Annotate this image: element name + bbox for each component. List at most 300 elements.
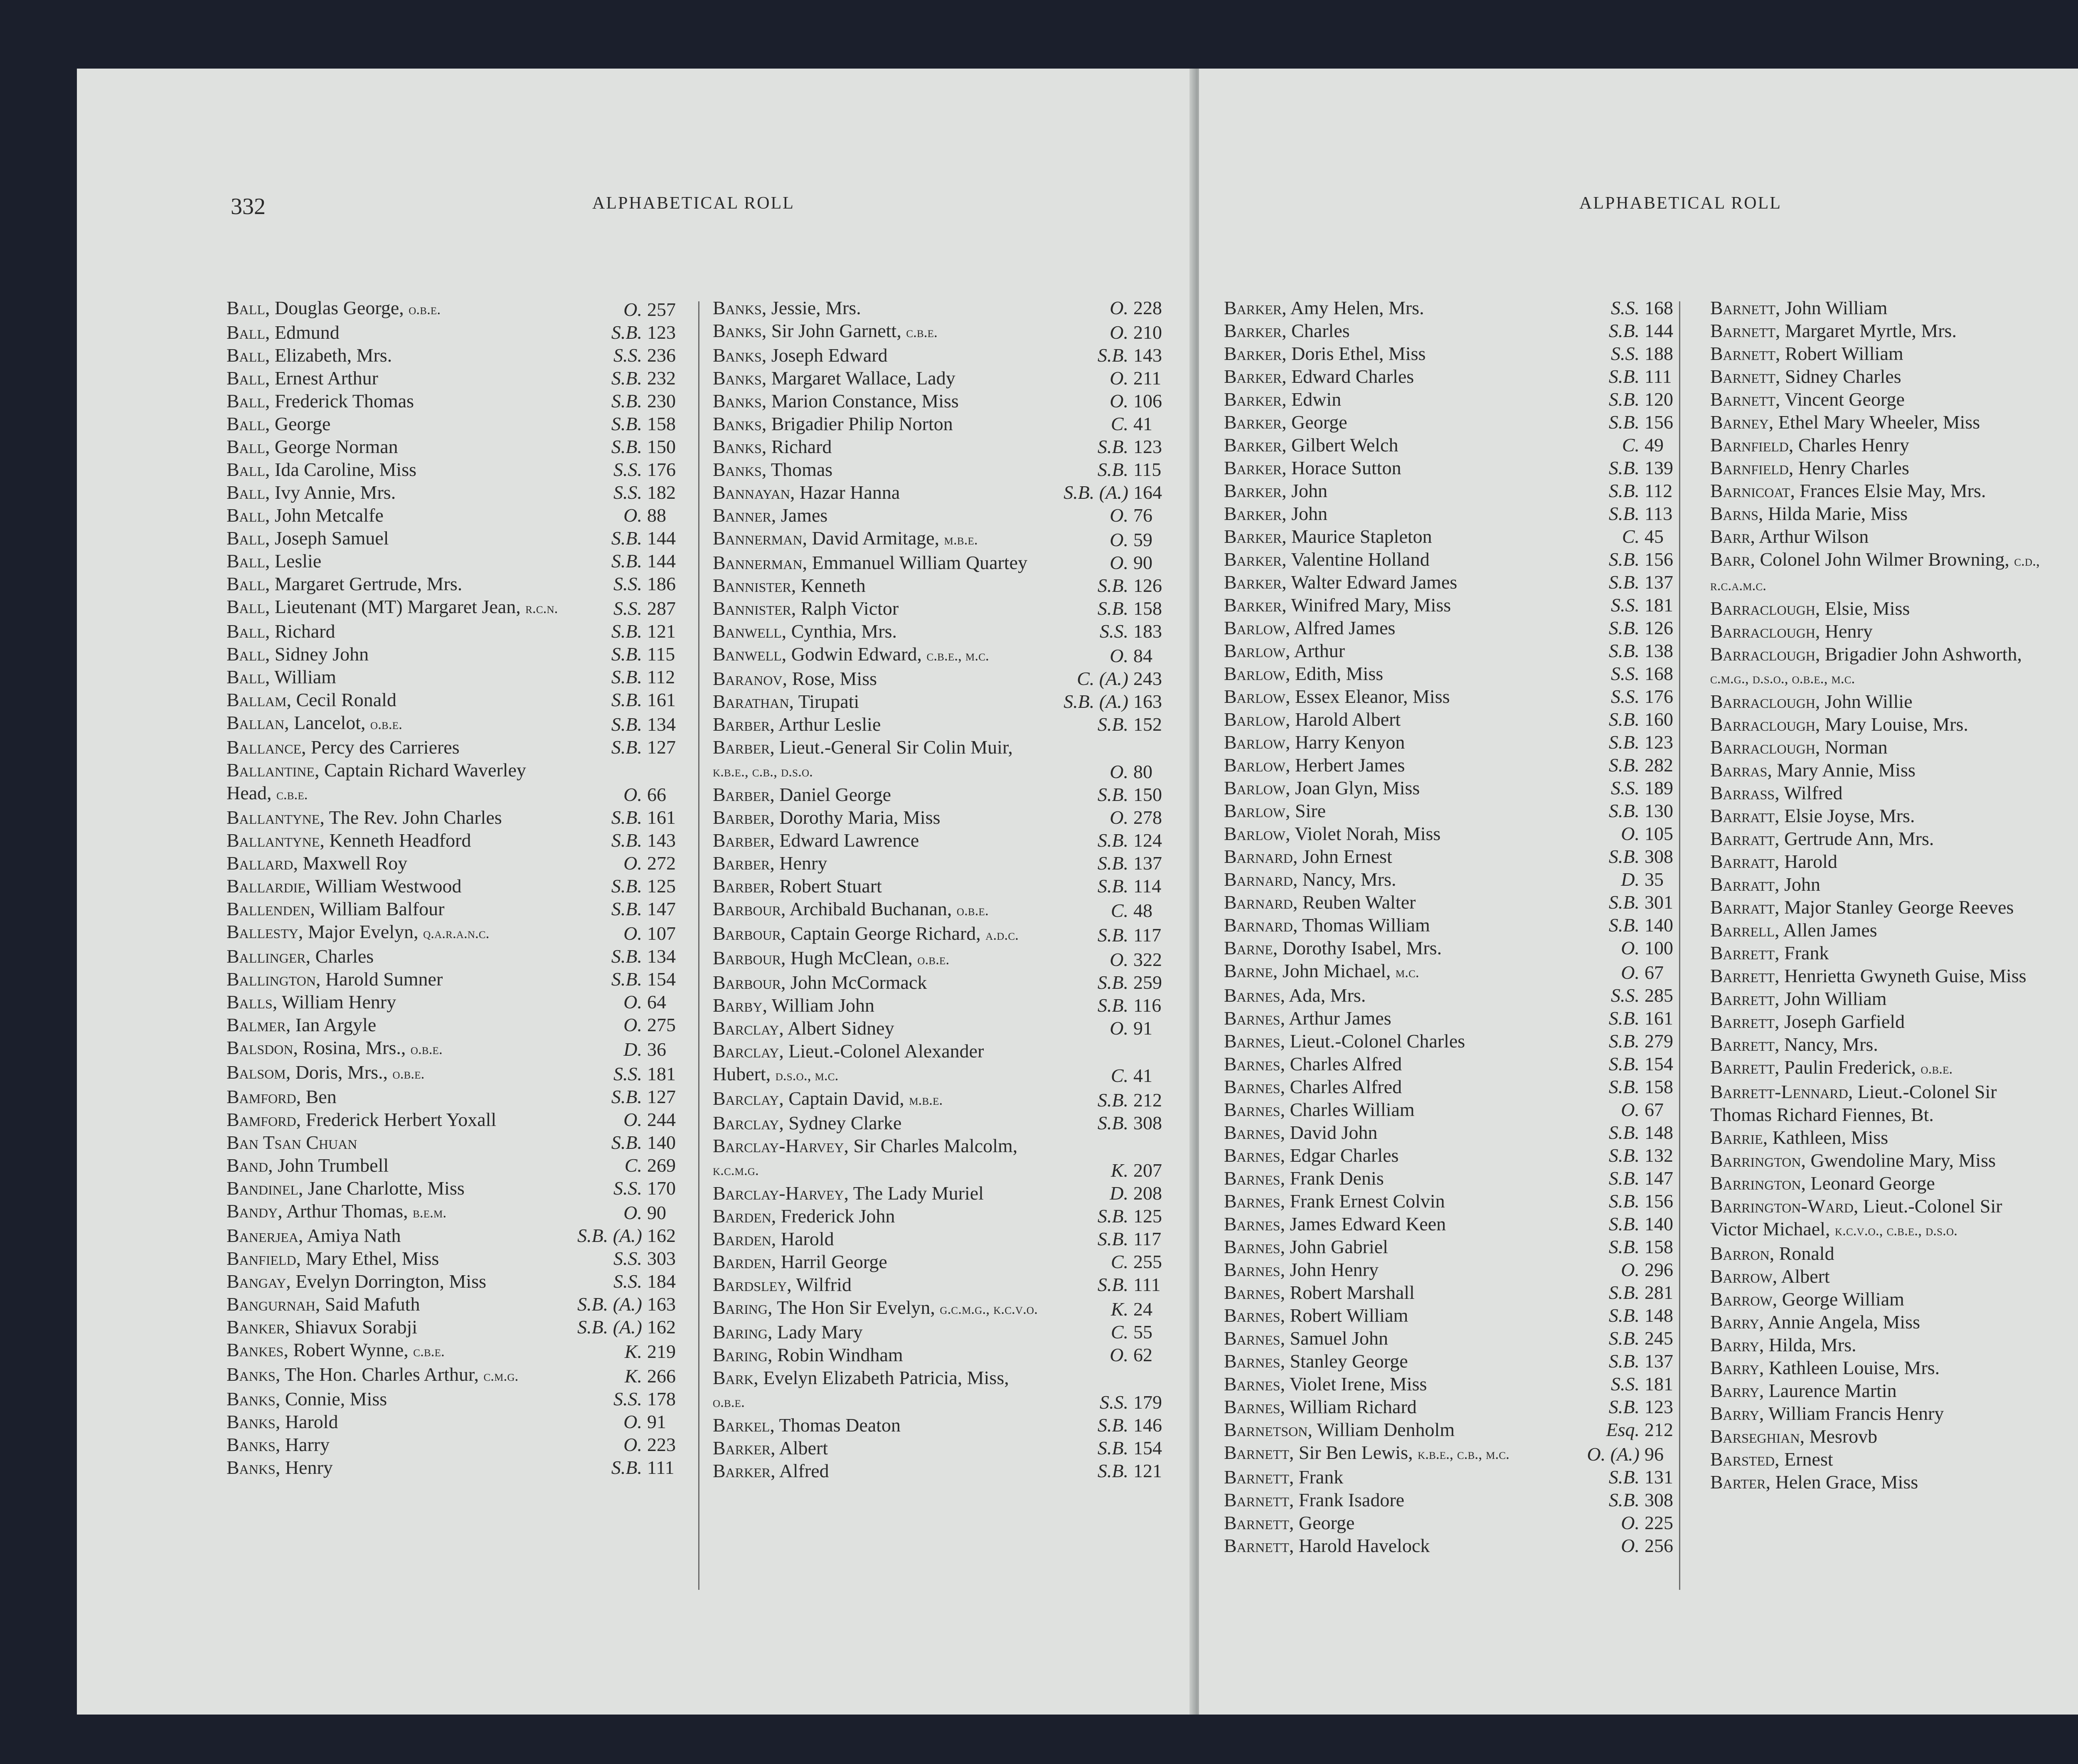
surname: Barney bbox=[1710, 411, 1769, 433]
entry-text: Barby, William John bbox=[713, 995, 875, 1016]
given-names: Albert bbox=[779, 1437, 828, 1459]
award-class: O. bbox=[1621, 1512, 1640, 1533]
page-reference: 181 bbox=[1645, 594, 1673, 616]
honours: d.s.o., m.c. bbox=[775, 1067, 839, 1084]
given-names: Arthur Wilson bbox=[1758, 526, 1869, 547]
roll-entry bbox=[713, 806, 1182, 829]
roll-entry bbox=[1710, 781, 2078, 804]
page-reference: 156 bbox=[1645, 411, 1673, 433]
surname: Barratt bbox=[1710, 851, 1775, 872]
award-class: S.S. bbox=[613, 1388, 642, 1409]
award-class: S.B. bbox=[611, 621, 642, 642]
surname: Barrington bbox=[1710, 1150, 1801, 1171]
given-names: Winifred Mary, Miss bbox=[1291, 594, 1451, 616]
page-reference: 96 bbox=[1645, 1444, 1664, 1465]
entry-text: Barr, Arthur Wilson bbox=[1710, 526, 1869, 547]
roll-entry bbox=[713, 1414, 1182, 1436]
entry-text: Barnfield, Charles Henry bbox=[1710, 434, 1909, 456]
surname: Barras bbox=[1710, 759, 1768, 781]
award-class: O. bbox=[1110, 322, 1128, 343]
given-names: Edgar Charles bbox=[1290, 1145, 1399, 1166]
entry-text: Barber, Lieut.-General Sir Colin Muir, k.b.e., c.b., d.s.o. bbox=[713, 737, 1013, 780]
page-reference: 232 bbox=[647, 367, 676, 389]
surname: Barden bbox=[713, 1205, 771, 1227]
surname: Barnes bbox=[1224, 1168, 1280, 1189]
award-class: S.B. (A.) bbox=[577, 1293, 642, 1315]
given-names: Captain George Richard, bbox=[790, 923, 986, 944]
given-names: Robert William bbox=[1290, 1305, 1408, 1326]
given-names: Ronald bbox=[1779, 1243, 1834, 1264]
roll-entry bbox=[227, 620, 696, 643]
roll-entry bbox=[227, 829, 696, 852]
page-reference: 212 bbox=[1133, 1089, 1162, 1111]
given-names: Rosina, Mrs., bbox=[303, 1037, 411, 1058]
given-names: Edmund bbox=[274, 322, 340, 343]
entry-text: Banks, Harry bbox=[227, 1434, 330, 1455]
entry-text: Barrett, Nancy, Mrs. bbox=[1710, 1034, 1878, 1055]
entry-text: Barnes, Ada, Mrs. bbox=[1224, 985, 1366, 1006]
given-names: Ian Argyle bbox=[295, 1014, 377, 1035]
surname: Barlow bbox=[1224, 640, 1285, 661]
award-class: K. bbox=[1110, 1298, 1128, 1320]
given-names: Horace Sutton bbox=[1291, 457, 1401, 478]
roll-entry bbox=[1224, 1304, 1694, 1327]
roll-entry bbox=[713, 1205, 1182, 1227]
roll-entry bbox=[1710, 964, 2078, 987]
roll-entry bbox=[1224, 1395, 1694, 1418]
entry-text: Barrington, Leonard George bbox=[1710, 1173, 1935, 1194]
entry-text: Barrett, Henrietta Gwyneth Guise, Miss bbox=[1710, 965, 2026, 986]
honours: k.c.v.o., c.b.e., d.s.o. bbox=[1834, 1222, 1958, 1239]
page-reference: 137 bbox=[1133, 852, 1162, 874]
surname: Barber bbox=[713, 714, 770, 735]
award-class: C. bbox=[1110, 413, 1128, 434]
award-class: S.B. bbox=[611, 322, 642, 343]
entry-text: Bardsley, Wilfrid bbox=[713, 1274, 852, 1295]
entry-text: Barker, Maurice Stapleton bbox=[1224, 526, 1432, 547]
roll-entry bbox=[713, 504, 1182, 527]
page-reference: 269 bbox=[647, 1155, 676, 1176]
surname: Bangurnah bbox=[227, 1293, 315, 1315]
surname: Bamford bbox=[227, 1109, 296, 1130]
surname: Barlow bbox=[1224, 777, 1285, 798]
entry-text: Banks, Marion Constance, Miss bbox=[713, 390, 959, 411]
entry-text: Barclay-Harvey, Sir Charles Malcolm, k.c.m.g. bbox=[713, 1135, 1018, 1178]
page-reference: 243 bbox=[1133, 668, 1162, 689]
entry-text: Barlow, Violet Norah, Miss bbox=[1224, 823, 1441, 844]
page-reference: 147 bbox=[647, 898, 676, 919]
entry-text: Barnett, Sidney Charles bbox=[1710, 366, 1901, 387]
page-reference: 207 bbox=[1133, 1160, 1162, 1181]
honours: m.c. bbox=[1395, 964, 1419, 981]
page-reference: 112 bbox=[1645, 480, 1673, 501]
award-class: S.B. bbox=[611, 367, 642, 389]
roll-entry bbox=[1224, 319, 1694, 342]
roll-entry bbox=[1710, 502, 2078, 525]
page-reference: 189 bbox=[1645, 777, 1673, 798]
surname: Barbour bbox=[713, 898, 781, 919]
roll-entry bbox=[1224, 639, 1694, 662]
entry-text: Ball, Elizabeth, Mrs. bbox=[227, 345, 392, 366]
honours: c.b.e., m.c. bbox=[926, 647, 989, 664]
entry-text: Barnard, Nancy, Mrs. bbox=[1224, 869, 1396, 890]
surname: Barrett bbox=[1710, 988, 1775, 1009]
roll-entry bbox=[1710, 1265, 2078, 1288]
page-reference: 113 bbox=[1645, 503, 1673, 524]
award-class: Esq. bbox=[1606, 1419, 1640, 1440]
page-reference: 150 bbox=[647, 436, 676, 457]
given-names: Frederick John bbox=[780, 1205, 895, 1227]
surname: Barclay-Harvey bbox=[713, 1135, 844, 1156]
roll-entry bbox=[1710, 1448, 2078, 1471]
page-reference: 49 bbox=[1645, 434, 1664, 456]
entry-text: Baring, Lady Mary bbox=[713, 1321, 863, 1343]
given-names: Margaret Wallace, Lady bbox=[771, 367, 955, 389]
given-names: Joseph Garfield bbox=[1784, 1011, 1905, 1032]
award-class: O. bbox=[1110, 505, 1128, 526]
given-names: Norman bbox=[1824, 737, 1888, 758]
entry-text: Barraclough, Brigadier John Ashworth, c.m.g., d.s.o., o.b.e., m.c. bbox=[1710, 643, 2022, 687]
entry-text: Barker, Edward Charles bbox=[1224, 366, 1414, 387]
roll-entry bbox=[1710, 1149, 2078, 1172]
surname: Barnard bbox=[1224, 846, 1293, 867]
roll-entry bbox=[227, 945, 696, 968]
surname: Barnes bbox=[1224, 1030, 1280, 1052]
page-reference: 163 bbox=[647, 1293, 676, 1315]
entry-text: Ball, Ida Caroline, Miss bbox=[227, 459, 417, 480]
entry-text: Barker, Edwin bbox=[1224, 389, 1342, 410]
roll-entry bbox=[1710, 1379, 2078, 1402]
award-class: S.B. bbox=[611, 689, 642, 710]
award-class: S.S. bbox=[1611, 297, 1640, 318]
page-reference: 115 bbox=[1133, 459, 1162, 480]
roll-entry bbox=[1224, 388, 1694, 411]
honours: o.b.e. bbox=[956, 902, 989, 919]
entry-text: Barry, Laurence Martin bbox=[1710, 1380, 1897, 1401]
surname: Balmer bbox=[227, 1014, 286, 1035]
given-names: Valentine Holland bbox=[1291, 549, 1430, 570]
entry-text: Barber, Daniel George bbox=[713, 784, 891, 805]
given-names: Albert bbox=[1781, 1266, 1830, 1287]
award-class: S.B. bbox=[1097, 1437, 1128, 1459]
entry-text: Barden, Harold bbox=[713, 1228, 834, 1249]
award-class: O. bbox=[1621, 1099, 1640, 1120]
given-names: Allen James bbox=[1783, 919, 1877, 941]
roll-entry bbox=[227, 367, 696, 389]
roll-entry bbox=[1224, 502, 1694, 525]
page-reference: 140 bbox=[1645, 914, 1673, 936]
surname: Ballenden bbox=[227, 898, 310, 919]
roll-entry bbox=[1710, 1402, 2078, 1425]
entry-text: Baring, Robin Windham bbox=[713, 1344, 903, 1365]
given-names: Leslie bbox=[274, 550, 322, 572]
given-names: John Trumbell bbox=[278, 1155, 389, 1176]
page-reference: 117 bbox=[1133, 1228, 1162, 1249]
surname: Ball bbox=[227, 297, 265, 318]
entry-text: Barnes, Robert William bbox=[1224, 1305, 1408, 1326]
roll-entry bbox=[227, 527, 696, 549]
surname: Barker bbox=[1224, 411, 1282, 433]
entry-text: Barlow, Sire bbox=[1224, 800, 1326, 821]
roll-entry bbox=[227, 1316, 696, 1338]
entry-text: Barsted, Ernest bbox=[1710, 1449, 1833, 1470]
surname: Barrass bbox=[1710, 782, 1775, 803]
given-names: Elsie, Miss bbox=[1824, 598, 1910, 619]
page-reference: 48 bbox=[1133, 900, 1152, 921]
page-reference: 256 bbox=[1645, 1535, 1673, 1556]
given-names: Robert Wynne, bbox=[293, 1339, 414, 1360]
given-names: Charles William bbox=[1290, 1099, 1415, 1120]
page-reference: 178 bbox=[647, 1388, 676, 1409]
award-class: O. bbox=[623, 1202, 642, 1223]
given-names: Mesrovb bbox=[1809, 1426, 1878, 1447]
award-class: S.B. bbox=[1608, 1396, 1640, 1417]
surname: Barnes bbox=[1224, 1236, 1280, 1257]
award-class: C. bbox=[1110, 1321, 1128, 1343]
entry-text: Bark, Evelyn Elizabeth Patricia, Miss, o.b.e. bbox=[713, 1367, 1009, 1410]
award-class: O. bbox=[1621, 1535, 1640, 1556]
page-reference: 219 bbox=[647, 1341, 676, 1362]
left-page bbox=[77, 69, 1193, 1715]
award-class: C. bbox=[1622, 434, 1640, 456]
given-names: John Henry bbox=[1290, 1259, 1379, 1280]
given-names: Alfred James bbox=[1294, 617, 1396, 638]
given-names: Charles Henry bbox=[1798, 434, 1909, 456]
surname: Banfield bbox=[227, 1248, 296, 1269]
entry-text: Banerjea, Amiya Nath bbox=[227, 1225, 401, 1246]
page-reference: 244 bbox=[647, 1109, 676, 1130]
surname: Banks bbox=[227, 1388, 276, 1409]
roll-entry bbox=[1710, 597, 2078, 620]
surname: Banks bbox=[227, 1457, 276, 1478]
page-reference: 150 bbox=[1133, 784, 1162, 805]
entry-text: Barlow, Herbert James bbox=[1224, 754, 1405, 776]
entry-text: Bannerman, David Armitage, m.b.e. bbox=[713, 527, 978, 549]
roll-entry bbox=[713, 1343, 1182, 1366]
entry-text: Barnfield, Henry Charles bbox=[1710, 457, 1909, 478]
given-names: Violet Norah, Miss bbox=[1295, 823, 1441, 844]
entry-text: Barkel, Thomas Deaton bbox=[713, 1414, 901, 1436]
surname: Banks bbox=[227, 1364, 276, 1385]
award-class: S.B. bbox=[1608, 480, 1640, 501]
roll-entry bbox=[1224, 1075, 1694, 1098]
entry-text: Banks, Brigadier Philip Norton bbox=[713, 413, 953, 434]
surname: Barber bbox=[713, 737, 770, 758]
page-reference: 116 bbox=[1133, 995, 1162, 1016]
given-names: James bbox=[780, 505, 828, 526]
surname: Banks bbox=[713, 459, 762, 480]
surname: Barlow bbox=[1224, 732, 1285, 753]
page-reference: 35 bbox=[1645, 869, 1664, 890]
page-reference: 162 bbox=[647, 1316, 676, 1338]
page-reference: 120 bbox=[1645, 389, 1673, 410]
entry-text: Barras, Mary Annie, Miss bbox=[1710, 759, 1916, 781]
page-reference: 182 bbox=[647, 482, 676, 503]
page-reference: 76 bbox=[1133, 505, 1152, 526]
entry-text: Ballinger, Charles bbox=[227, 946, 374, 967]
award-class: S.B. bbox=[1608, 754, 1640, 776]
page-reference: 223 bbox=[647, 1434, 676, 1455]
surname: Ball bbox=[227, 482, 265, 503]
page-reference: 225 bbox=[1645, 1512, 1673, 1533]
page-reference: 161 bbox=[647, 807, 676, 828]
award-class: S.B. bbox=[611, 550, 642, 572]
surname: Barnes bbox=[1224, 1259, 1280, 1280]
given-names: Brigadier Philip Norton bbox=[771, 413, 953, 434]
surname: Barker bbox=[1224, 503, 1282, 524]
given-names: Ralph Victor bbox=[800, 598, 899, 619]
given-names: Evelyn Elizabeth Patricia, Miss, bbox=[763, 1367, 1009, 1388]
page-reference: 257 bbox=[647, 299, 676, 320]
surname: Bangay bbox=[227, 1271, 286, 1292]
page-reference: 55 bbox=[1133, 1321, 1152, 1343]
award-class: O. bbox=[1110, 807, 1128, 828]
award-class: O. bbox=[623, 1411, 642, 1432]
entry-text: Balsom, Doris, Mrs., o.b.e. bbox=[227, 1062, 425, 1083]
award-class: S.B. bbox=[1097, 830, 1128, 851]
roll-entry bbox=[713, 1017, 1182, 1040]
page-reference: 158 bbox=[1645, 1236, 1673, 1257]
honours: m.b.e. bbox=[909, 1091, 943, 1108]
surname: Barnes bbox=[1224, 1076, 1280, 1097]
roll-entry bbox=[713, 875, 1182, 897]
award-class: O. bbox=[1110, 949, 1128, 970]
entry-text: Barber, Dorothy Maria, Miss bbox=[713, 807, 941, 828]
page-reference: 134 bbox=[647, 714, 676, 735]
surname: Barker bbox=[713, 1460, 771, 1481]
given-names: Arthur Leslie bbox=[778, 714, 881, 735]
given-names: Lady Mary bbox=[777, 1321, 863, 1343]
roll-entry bbox=[227, 1036, 696, 1061]
given-names: Captain David, bbox=[788, 1088, 909, 1109]
entry-text: Barraclough, Henry bbox=[1710, 621, 1873, 642]
entry-text: Banwell, Cynthia, Mrs. bbox=[713, 621, 897, 642]
page-reference: 308 bbox=[1645, 1489, 1673, 1510]
surname: Barseghian bbox=[1710, 1426, 1800, 1447]
entry-text: Barclay, Captain David, m.b.e. bbox=[713, 1088, 943, 1109]
given-names: Henrietta Gwyneth Guise, Miss bbox=[1784, 965, 2026, 986]
roll-entry bbox=[713, 1111, 1182, 1134]
surname: Barnard bbox=[1224, 892, 1293, 913]
roll-entry bbox=[1710, 434, 2078, 456]
entry-text: Barclay, Sydney Clarke bbox=[713, 1112, 902, 1133]
award-class: S.B. bbox=[611, 643, 642, 665]
award-class: S.B. bbox=[1097, 575, 1128, 596]
roll-entry bbox=[713, 643, 1182, 667]
entry-text: Balls, William Henry bbox=[227, 991, 396, 1013]
roll-column bbox=[1710, 296, 2078, 1493]
roll-entry bbox=[227, 481, 696, 504]
page-reference: 176 bbox=[647, 459, 676, 480]
award-class: O. bbox=[1621, 823, 1640, 844]
surname: Barclay bbox=[713, 1040, 779, 1062]
entry-text: Barlow, Harold Albert bbox=[1224, 709, 1401, 730]
award-class: S.B. bbox=[1608, 1350, 1640, 1372]
page-reference: 160 bbox=[1645, 709, 1673, 730]
surname: Barkel bbox=[713, 1414, 770, 1436]
page-reference: 140 bbox=[647, 1132, 676, 1153]
entry-text: Banker, Shiavux Sorabji bbox=[227, 1316, 418, 1338]
given-names: Percy des Carrieres bbox=[311, 737, 460, 758]
surname: Barrell bbox=[1710, 919, 1775, 941]
roll-entry bbox=[227, 968, 696, 990]
roll-entry bbox=[1224, 1190, 1694, 1212]
honours: b.e.m. bbox=[413, 1204, 447, 1221]
page-reference: 308 bbox=[1133, 1112, 1162, 1133]
surname: Bannerman bbox=[713, 527, 803, 549]
award-class: S.S. bbox=[1611, 686, 1640, 707]
roll-entry bbox=[713, 458, 1182, 481]
roll-entry bbox=[1224, 571, 1694, 594]
roll-entry bbox=[1224, 479, 1694, 502]
roll-entry bbox=[713, 319, 1182, 344]
given-names: Margaret Gertrude, Mrs. bbox=[274, 573, 463, 594]
page-reference: 154 bbox=[647, 968, 676, 990]
award-class: S.B. bbox=[611, 830, 642, 851]
award-class: S.S. bbox=[1611, 594, 1640, 616]
given-names: Jessie, Mrs. bbox=[771, 297, 861, 318]
entry-text: Barry, Kathleen Louise, Mrs. bbox=[1710, 1357, 1940, 1378]
given-names: Henry bbox=[285, 1457, 333, 1478]
roll-entry bbox=[1224, 434, 1694, 456]
roll-entry bbox=[1224, 799, 1694, 822]
entry-text: Baring, The Hon Sir Evelyn, g.c.m.g., k.c.v.o. bbox=[713, 1297, 1038, 1318]
award-class: O. bbox=[1110, 367, 1128, 389]
entry-text: Balsdon, Rosina, Mrs., o.b.e. bbox=[227, 1037, 443, 1058]
given-names: Ada, Mrs. bbox=[1289, 985, 1366, 1006]
honours: o.b.e. bbox=[409, 301, 441, 318]
page-reference: 111 bbox=[1645, 366, 1672, 387]
surname: Barnett bbox=[1710, 366, 1775, 387]
award-class: O. bbox=[1621, 937, 1640, 958]
award-class: S.B. bbox=[1608, 411, 1640, 433]
given-names: Tirupati bbox=[798, 691, 859, 712]
entry-text: Barlow, Essex Eleanor, Miss bbox=[1224, 686, 1450, 707]
roll-entry bbox=[1710, 1311, 2078, 1333]
award-class: S.B. bbox=[1608, 457, 1640, 478]
surname: Banks bbox=[227, 1434, 276, 1455]
given-names: The Hon Sir Evelyn, bbox=[777, 1297, 940, 1318]
surname: Ball bbox=[227, 436, 265, 457]
page-reference: 143 bbox=[1133, 345, 1162, 366]
given-names: Lieut.-Colonel Alexander Hubert, bbox=[713, 1040, 984, 1084]
roll-entry bbox=[1710, 827, 2078, 850]
entry-text: Barber, Robert Stuart bbox=[713, 875, 882, 897]
entry-text: Barrett, Joseph Garfield bbox=[1710, 1011, 1905, 1032]
entry-text: Barnes, William Richard bbox=[1224, 1396, 1417, 1417]
roll-entry bbox=[1224, 1030, 1694, 1052]
given-names: Hilda Marie, Miss bbox=[1768, 503, 1908, 524]
given-names: Amy Helen, Mrs. bbox=[1290, 297, 1424, 318]
roll-entry bbox=[1710, 759, 2078, 781]
roll-entry bbox=[227, 1013, 696, 1036]
surname: Barry bbox=[1710, 1380, 1759, 1401]
page-reference: 123 bbox=[1133, 436, 1162, 457]
entry-text: Barry, Hilda, Mrs. bbox=[1710, 1334, 1856, 1355]
entry-text: Ball, Leslie bbox=[227, 550, 322, 572]
entry-text: Barnes, Stanley George bbox=[1224, 1350, 1408, 1372]
roll-entry bbox=[227, 1061, 696, 1085]
given-names: Margaret Myrtle, Mrs. bbox=[1785, 320, 1957, 341]
given-names: Doris, Mrs., bbox=[295, 1062, 393, 1083]
award-class: S.B. bbox=[1097, 459, 1128, 480]
page-reference: 88 bbox=[647, 505, 666, 526]
surname: Barnicoat bbox=[1710, 480, 1790, 501]
given-names: Lieutenant (MT) Margaret Jean, bbox=[274, 596, 526, 617]
roll-entry bbox=[713, 435, 1182, 458]
surname: Barker bbox=[1224, 389, 1282, 410]
page-reference: 210 bbox=[1133, 322, 1162, 343]
